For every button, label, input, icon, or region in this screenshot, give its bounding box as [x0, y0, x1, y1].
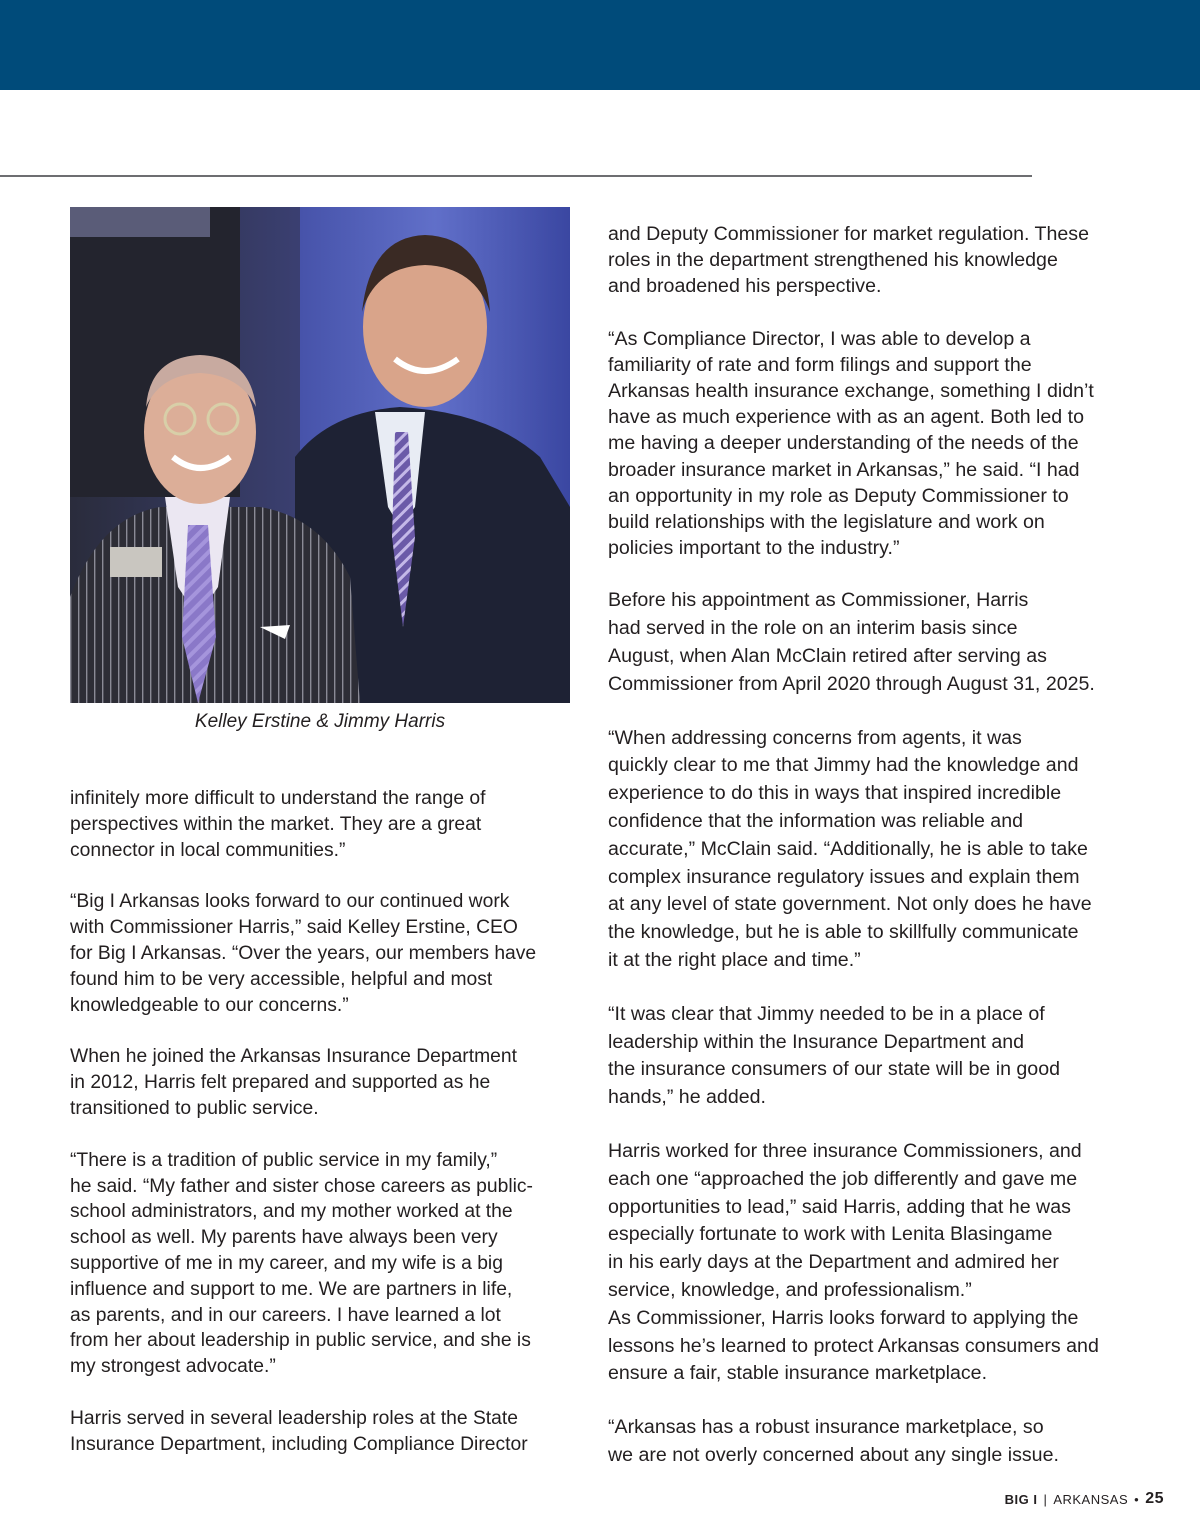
body-paragraph: infinitely more difficult to understand the range of perspectives within the market. They are a great connector in local communities.” — [70, 788, 486, 861]
photo-caption: Kelley Erstine & Jimmy Harris — [194, 711, 446, 732]
footer-separator: | — [1043, 1491, 1048, 1507]
body-paragraph: “As Compliance Director, I was able to develop a familiarity of rate and form filings and support the Arkansas health insurance exchange, something I didn’t have as much experience with as an agent. Both led to me having a deeper understanding of the needs of the broader insurance market in Arkansas,” he said. “I had an opportunity in my role as Deputy Commissioner to build relationships with the legislature and work on policies important to the industry.” — [608, 327, 1094, 560]
footer-bullet: • — [1134, 1491, 1140, 1507]
page-footer — [1005, 1490, 1164, 1508]
page-number: 25 — [1145, 1490, 1164, 1507]
body-paragraph: As Commissioner, Harris looks forward to applying the lessons he’s learned to protect Arkansas consumers and ensure a fair, stable insurance marketplace. — [608, 1306, 1099, 1385]
left-text-column — [70, 786, 580, 1484]
footer-brand: BIG I — [1004, 1491, 1038, 1507]
body-paragraph: “When addressing concerns from agents, it was quickly clear to me that Jimmy had the knowledge and experience to do this in ways that inspired incredible confidence that the information was reliable and accurate,” McClain said. “Additionally, he is able to take complex insurance regulatory issues and explain them at any level of state government. Not only does he have the knowledge, but he is able to skillfully communicate it at the right place and time.” — [608, 726, 1092, 971]
body-paragraph: “Big I Arkansas looks forward to our continued work with Commissioner Harris,” said Kelley Erstine, CEO for Big I Arkansas. “Over the years, our members have found him to be very accessible, helpful and most knowledgeable to our concerns.” — [70, 891, 537, 1016]
body-paragraph: Harris worked for three insurance Commissioners, and each one “approached the job differently and gave me opportunities to lead,” said Harris, adding that he was especially fortunate to work with Lenita Blasingame in his early days at the Department and admired her service, knowledge, and professionalism.” — [608, 1139, 1082, 1301]
body-paragraph: Before his appointment as Commissioner, Harris had served in the role on an interim basis since August, when Alan McClain retired after serving as Commissioner from April 2020 through August 31, 2025. — [608, 589, 1095, 695]
body-paragraph: “There is a tradition of public service in my family,” he said. “My father and sister chose careers as public- school administrators, and my mother worked at the school as well. My parents have always been very supportive of me in my career, and my wife is a big influence and support to me. We are partners in life, as parents, and in our careers. I have learned a lot from her about leadership in public service, and she is my strongest advocate.” — [70, 1149, 533, 1378]
body-paragraph: When he joined the Arkansas Insurance Department in 2012, Harris felt prepared and supported as he transitioned to public service. — [70, 1046, 517, 1119]
right-text-column — [608, 221, 1138, 1496]
body-paragraph: Harris served in several leadership roles at the State Insurance Department, including Compliance Director — [70, 1407, 528, 1455]
footer-state: ARKANSAS — [1053, 1491, 1129, 1507]
header-color-band — [0, 0, 1200, 90]
photo-erstine-harris — [70, 207, 570, 703]
body-paragraph: “Arkansas has a robust insurance marketplace, so we are not overly concerned about any single issue. — [608, 1416, 1059, 1466]
body-paragraph: “It was clear that Jimmy needed to be in a place of leadership within the Insurance Department and the insurance consumers of our state will be in good hands,” he added. — [608, 1002, 1060, 1109]
body-paragraph: and Deputy Commissioner for market regulation. These roles in the department strengthened his knowledge and broadened his perspective. — [608, 223, 1089, 298]
header-rule — [0, 175, 1032, 177]
